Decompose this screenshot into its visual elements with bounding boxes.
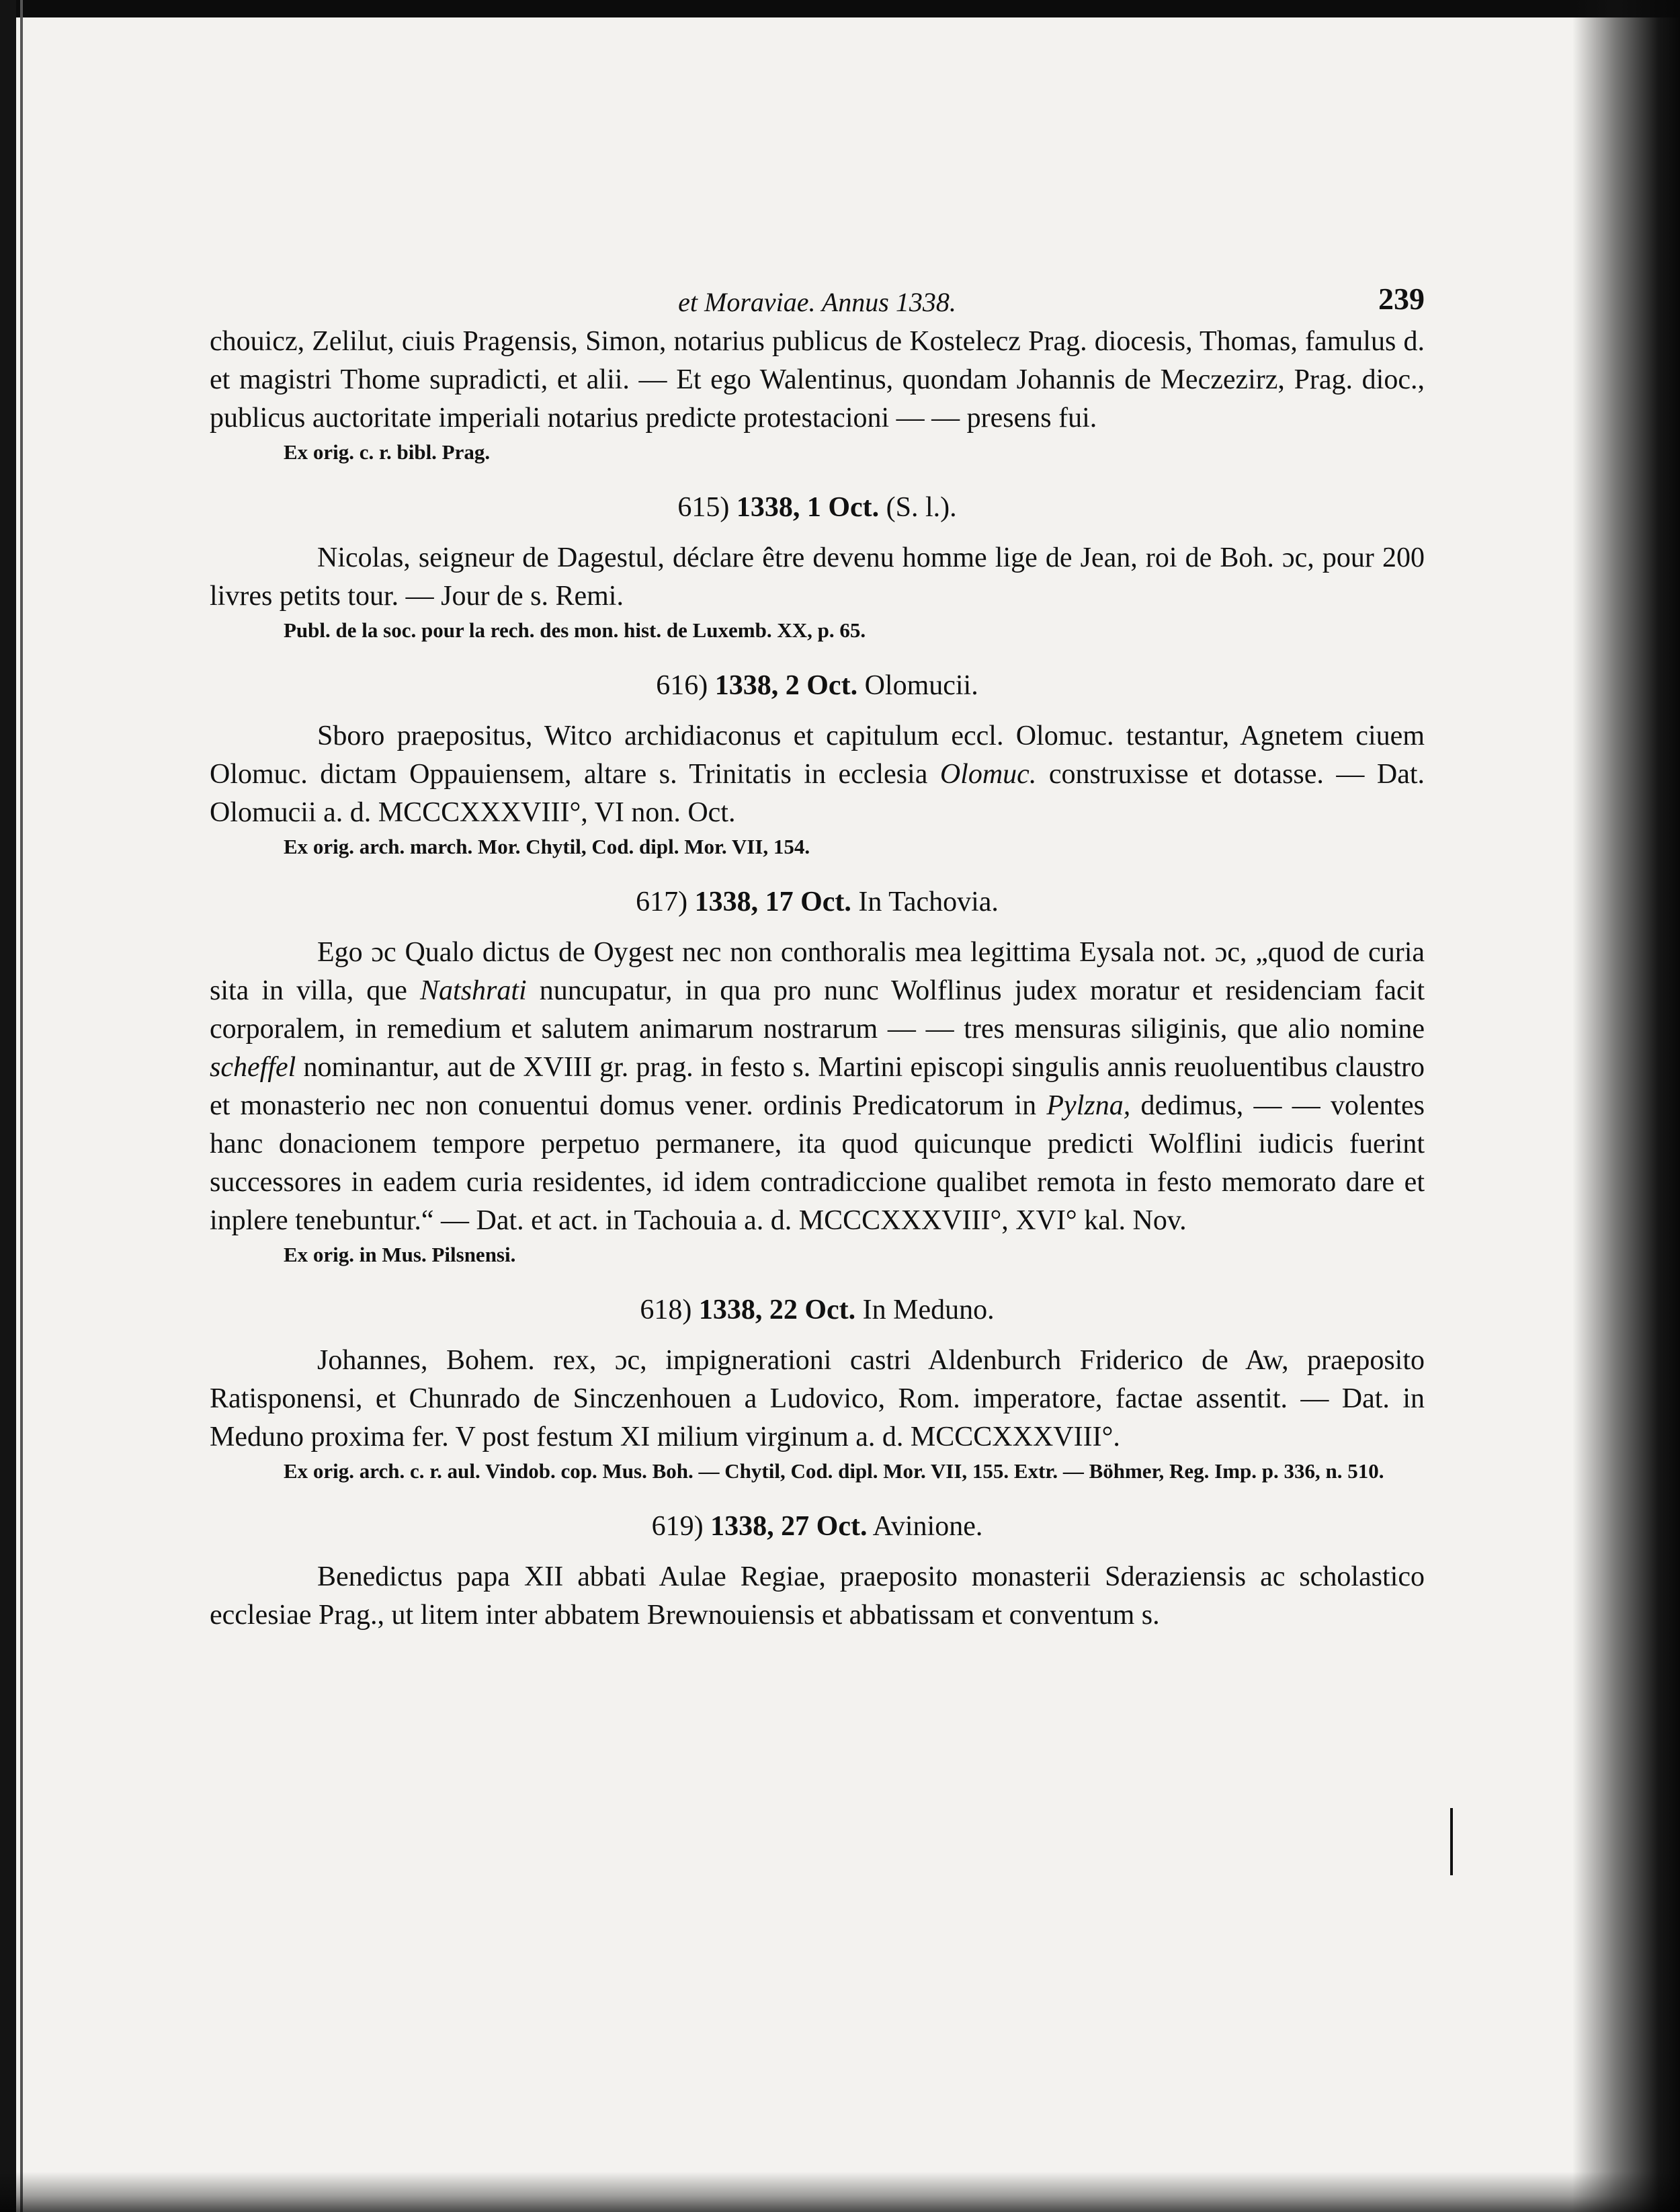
entry-text-part: construxisse et dotasse. — Dat. Olomucii a. d. MCCCXXXVIII°, VI non. Oct. (210, 759, 1425, 828)
scan-right-shadow (1572, 0, 1680, 2212)
entry-text-italic: Natshrati (420, 975, 527, 1006)
entry-source: Publ. de la soc. pour la rech. des mon. hist. de Luxemb. XX, p. 65. (284, 618, 866, 642)
entry-615 (210, 489, 1425, 644)
entry-source: Ex orig. arch. march. Mor. Chytil, Cod. dipl. Mor. VII, 154. (284, 835, 810, 858)
entry-text-part: nuncupatur, in qua pro nunc Wolflinus judex moratur et residenciam facit corporalem, in remedium et salutem animarum nostrarum — — tres mensuras siliginis, que alio nomine (210, 975, 1425, 1044)
entry-number: 615) (677, 492, 730, 523)
entry-date: 1338, 27 Oct. (710, 1511, 868, 1542)
entry-text: Nicolas, seigneur de Dagestul, déclare être devenu homme lige de Jean, roi de Boh. ɔc, pour 200 livres petits tour. — Jour de s. Remi. (210, 542, 1425, 612)
entry-text: Benedictus papa XII abbati Aulae Regiae, praeposito monasterii Sderaziensis ac scholastico ecclesiae Prag., ut litem inter abbatem Brewnouiensis et abbatissam et conventum s. (210, 1561, 1425, 1631)
entry-text: Johannes, Bohem. rex, ɔc, impignerationi castri Aldenburch Friderico de Aw, praeposito Ratisponensi, et Chunrado de Sinczenhouen a Ludovico, Rom. imperatore, factae assentit. — Dat. in Meduno proxima fer. V post festum XI milium virginum a. d. MCCCXXXVIII°. (210, 1345, 1425, 1452)
entry-number: 617) (636, 887, 688, 917)
continuation-source: Ex orig. c. r. bibl. Prag. (284, 440, 491, 464)
entry-date: 1338, 22 Oct. (698, 1295, 856, 1325)
entry-place: Olomucii. (864, 670, 978, 701)
entry-text-part: Ego ɔc Qualo dictus de Oygest nec non conthoralis mea legittima Eysala not. ɔc, „quod de curia sita in villa, que (210, 937, 1425, 1006)
entry-text-italic: scheffel (210, 1052, 296, 1083)
entry-text (210, 934, 1425, 1240)
entry-text-part: dedimus, — — volentes hanc donacionem tempore perpetuo permanere, ita quod quicunque predicti Wolflini iudicis fuerint successores in eadem curia residentes, id idem contradiccione qualibet remota in festo memorato dare et inplere tenebuntur.“ — Dat. et act. in Tachouia a. d. MCCCXXXVIII°, XVI° kal. Nov. (210, 1090, 1425, 1236)
entry-place: (S. l.). (886, 492, 957, 523)
entry-text-italic: Olomuc. (939, 759, 1037, 790)
scan-left-edge (0, 0, 16, 2212)
margin-mark (1450, 1808, 1453, 1875)
entry-source: Ex orig. arch. c. r. aul. Vindob. cop. Mus. Boh. — Chytil, Cod. dipl. Mor. VII, 155. Extr. — Böhmer, Reg. Imp. p. 336, n. 510. (284, 1459, 1384, 1483)
scan-bottom-shadow (0, 2172, 1680, 2212)
entry-place: Avinione. (872, 1511, 983, 1542)
entry-text-italic: Pylzna, (1046, 1090, 1131, 1121)
entry-number: 619) (651, 1511, 704, 1542)
page-number: 239 (1378, 282, 1425, 316)
entry-date: 1338, 1 Oct. (736, 492, 880, 523)
entry-text-part: Sboro praepositus, Witco archidiaconus et capitulum eccl. Olomuc. testantur, Agnetem ciuem Olomuc. dictam Oppauiensem, altare s. Trinitatis in ecclesia (210, 721, 1425, 790)
entry-text-part: nominantur, aut de XVIII gr. prag. in festo s. Martini episcopi singulis annis reuoluentibus claustro et monasterio nec non conuentui domus vener. ordinis Predicatorum in (210, 1052, 1425, 1121)
scan-left-line (20, 0, 23, 2212)
entry-616 (210, 667, 1425, 860)
page-body (210, 276, 1425, 1635)
running-head (210, 276, 1425, 323)
entry-heading (210, 489, 1425, 527)
entry-place: In Tachovia. (858, 887, 999, 917)
entry-heading (210, 1508, 1425, 1546)
continuation-text: chouicz, Zelilut, ciuis Pragensis, Simon, notarius publicus de Kostelecz Prag. diocesis, Thomas, famulus d. et magistri Thome supradicti, et alii. — Et ego Walentinus, quondam Johannis de Meczezirz, Prag. dioc., publicus auctoritate imperiali notarius predicte protestacioni — — presens fui. (210, 326, 1425, 434)
scan-top-edge (0, 0, 1680, 17)
entry-number: 616) (656, 670, 708, 701)
entry-619 (210, 1508, 1425, 1635)
entry-place: In Meduno. (862, 1295, 995, 1325)
entry-618 (210, 1291, 1425, 1485)
entry-date: 1338, 17 Oct. (694, 887, 851, 917)
entry-number: 618) (640, 1295, 692, 1325)
entry-heading (210, 883, 1425, 921)
entry-heading (210, 667, 1425, 705)
entry-date: 1338, 2 Oct. (714, 670, 858, 701)
entry-617 (210, 883, 1425, 1268)
running-title: et Moraviae. Annus 1338. (678, 287, 956, 317)
entry-heading (210, 1291, 1425, 1329)
entry-source: Ex orig. in Mus. Pilsnensi. (284, 1243, 516, 1266)
entry-text (210, 717, 1425, 832)
